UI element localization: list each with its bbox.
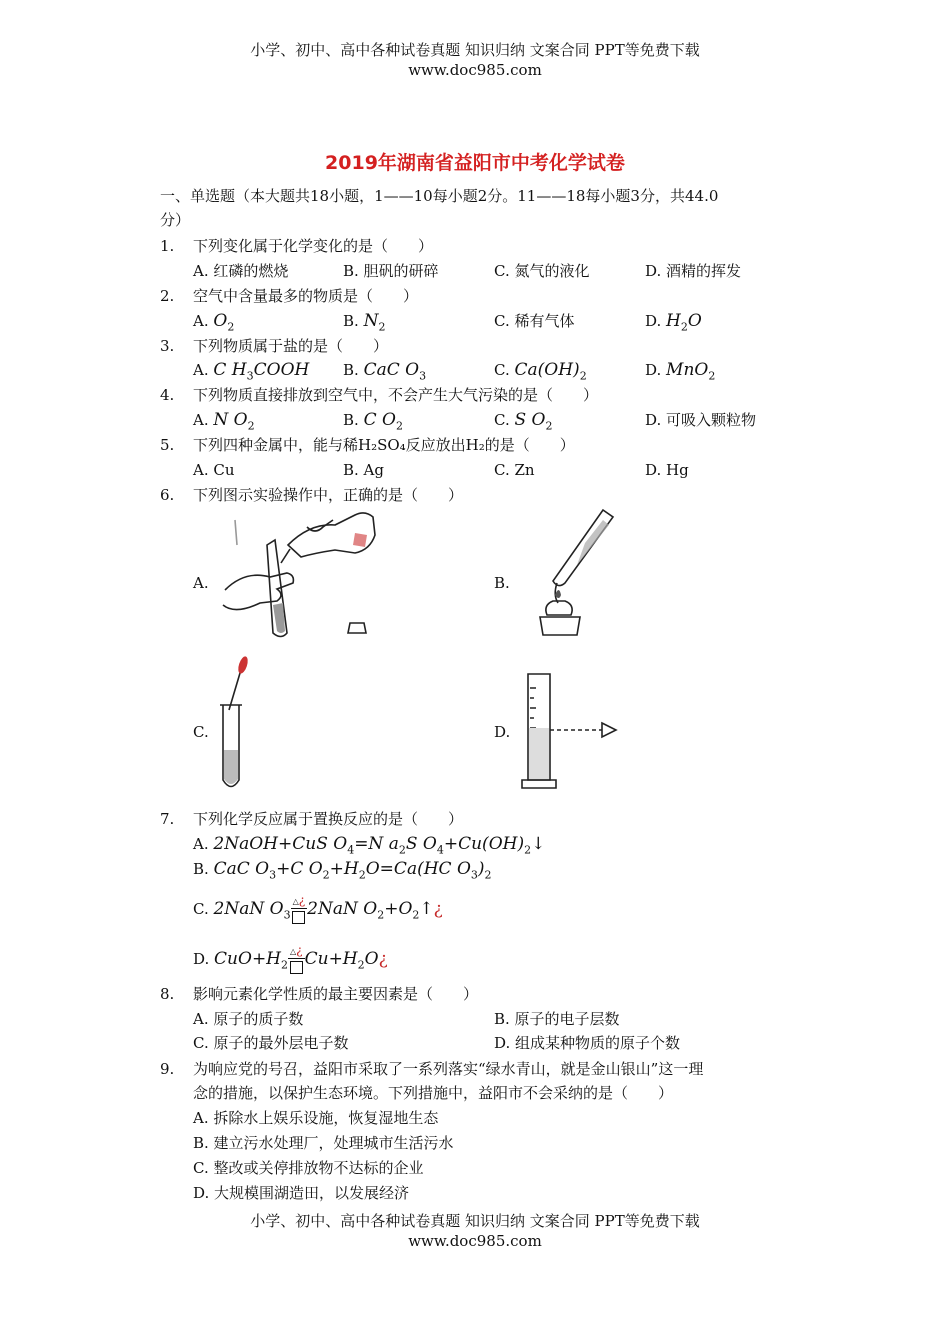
q6-option-c: C.: [193, 723, 209, 741]
footer-url: www.doc985.com: [408, 1232, 542, 1250]
q2-number: 2.: [160, 287, 175, 305]
q1-stem: 下列变化属于化学变化的是（ ）: [193, 237, 434, 255]
page-title: 2019年湖南省益阳市中考化学试卷: [325, 152, 625, 174]
q6-number: 6.: [160, 486, 175, 504]
q6-option-a: A.: [193, 574, 209, 592]
q8-option-c: C. 原子的最外层电子数: [193, 1034, 349, 1052]
q7-option-c: C. 2NaN $O_3$ △¿ 2NaN $O_2+O_2↑¿$: [193, 894, 443, 926]
header-url: www.doc985.com: [408, 61, 542, 79]
q3-stem: 下列物质属于盐的是（ ）: [193, 337, 389, 355]
q2-option-a: A. $O_2$: [193, 311, 235, 334]
q5-option-a: A. Cu: [193, 461, 235, 479]
q4-number: 4.: [160, 386, 175, 404]
q2-option-d: D. $H_2O$: [645, 311, 702, 334]
q1-number: 1.: [160, 237, 175, 255]
q6-figure-a-pouring-liquid: [215, 505, 390, 640]
q8-option-b: B. 原子的电子层数: [494, 1010, 620, 1028]
q8-option-a: A. 原子的质子数: [193, 1010, 304, 1028]
q4-option-a: A. N $O_2$: [193, 410, 255, 433]
q9-number: 9.: [160, 1060, 175, 1078]
q1-option-d: D. 酒精的挥发: [645, 262, 742, 280]
q4-stem: 下列物质直接排放到空气中，不会产生大气污染的是（ ）: [193, 386, 599, 404]
footer-ad-line: 小学、初中、高中各种试卷真题 知识归纳 文案合同 PPT等免费下载: [250, 1212, 700, 1230]
q9-stem: 为响应党的号召，益阳市采取了一系列落实“绿水青山，就是金山银山”这一理: [193, 1060, 704, 1078]
q8-stem: 影响元素化学性质的最主要因素是（ ）: [193, 985, 479, 1003]
q6-stem: 下列图示实验操作中，正确的是（ ）: [193, 486, 464, 504]
q2-stem: 空气中含量最多的物质是（ ）: [193, 287, 419, 305]
q5-option-b: B. Ag: [343, 461, 384, 479]
q3-number: 3.: [160, 337, 175, 355]
q4-option-c: C. S $O_2$: [494, 410, 553, 433]
reaction-condition-heat: △¿: [291, 894, 308, 926]
q8-number: 8.: [160, 985, 175, 1003]
q3-option-c: C. $Ca(OH)_2$: [494, 360, 587, 383]
reaction-condition-heat-d: △¿: [288, 944, 305, 976]
q2-option-c: C. 稀有气体: [494, 312, 575, 330]
q1-option-b: B. 胆矾的研碎: [343, 262, 439, 280]
q7-option-a: A. 2NaOH+CuS $O_4=N$ $a_2S$ $O_4+Cu(OH)_2↓$: [193, 834, 546, 857]
q5-option-d: D. Hg: [645, 461, 689, 479]
q6-option-b: B.: [494, 574, 510, 592]
section-heading-cont: 分）: [160, 211, 191, 229]
q9-option-c: C. 整改或关停排放物不达标的企业: [193, 1159, 424, 1177]
q9-option-b: B. 建立污水处理厂，处理城市生活污水: [193, 1134, 454, 1152]
q9-option-a: A. 拆除水上娱乐设施，恢复湿地生态: [193, 1109, 439, 1127]
section-heading: 一、单选题（本大题共18小题，1——10每小题2分。11——18每小题3分，共44.0: [160, 187, 719, 205]
q5-number: 5.: [160, 436, 175, 454]
q9-option-d: D. 大规模围湖造田，以发展经济: [193, 1184, 410, 1202]
header-ad-line: 小学、初中、高中各种试卷真题 知识归纳 文案合同 PPT等免费下载: [250, 41, 700, 59]
q3-option-b: B. CaC $O_3$: [343, 360, 427, 383]
q4-option-d: D. 可吸入颗粒物: [645, 411, 757, 429]
q8-option-d: D. 组成某种物质的原子个数: [494, 1034, 681, 1052]
q6-figure-d-graduated-cylinder: [520, 668, 625, 796]
q1-option-a: A. 红磷的燃烧: [193, 262, 289, 280]
q5-stem: 下列四种金属中，能与稀H₂SO₄反应放出H₂的是（ ）: [193, 436, 575, 454]
q1-option-c: C. 氮气的液化: [494, 262, 590, 280]
q2-option-b: B. $N_2$: [343, 311, 386, 334]
q3-option-a: A. C $H_3COOH$: [193, 360, 310, 383]
q6-option-d: D.: [494, 723, 511, 741]
q5-option-c: C. Zn: [494, 461, 535, 479]
q7-option-b: B. CaC $O_3+C$ $O_2+H_2O=Ca(HC$ $O_3)_2$: [193, 859, 492, 882]
q4-option-b: B. C $O_2$: [343, 410, 403, 433]
q9-stem-cont: 念的措施，以保护生态环境。下列措施中，益阳市不会采纳的是（ ）: [193, 1084, 674, 1102]
q3-option-d: D. MnO$_2$: [645, 360, 716, 383]
q7-option-d: D. $CuO+H_2$ △¿ $Cu+H_2O¿$: [193, 944, 388, 976]
q7-number: 7.: [160, 810, 175, 828]
q6-figure-b-heating-test-tube: [525, 505, 625, 640]
q7-stem: 下列化学反应属于置换反应的是（ ）: [193, 810, 464, 828]
q6-figure-c-dropper: [215, 655, 265, 795]
